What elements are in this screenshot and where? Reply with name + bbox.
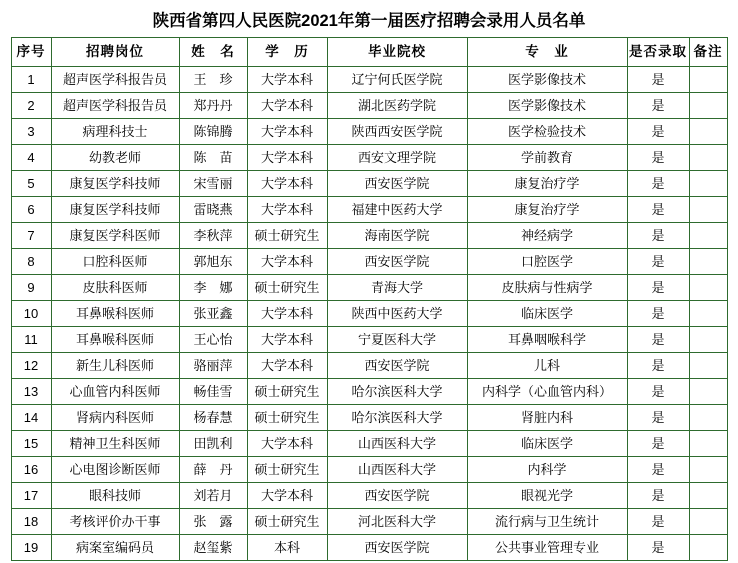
cell-remark	[689, 301, 727, 327]
cell-education: 硕士研究生	[247, 509, 327, 535]
cell-admitted: 是	[627, 379, 689, 405]
cell-education: 硕士研究生	[247, 223, 327, 249]
column-header-major: 专 业	[467, 38, 627, 67]
column-header-admitted: 是否录取	[627, 38, 689, 67]
cell-remark	[689, 457, 727, 483]
cell-school: 西安医学院	[327, 171, 467, 197]
cell-index: 1	[11, 67, 51, 93]
cell-index: 18	[11, 509, 51, 535]
cell-admitted: 是	[627, 67, 689, 93]
table-row	[11, 223, 727, 249]
cell-position: 耳鼻喉科医师	[51, 327, 179, 353]
cell-remark	[689, 93, 727, 119]
table-row	[11, 197, 727, 223]
cell-education: 大学本科	[247, 67, 327, 93]
cell-school: 西安医学院	[327, 249, 467, 275]
column-header-remark: 备注	[689, 38, 727, 67]
table-row	[11, 431, 727, 457]
cell-remark	[689, 353, 727, 379]
cell-remark	[689, 327, 727, 353]
cell-major: 肾脏内科	[467, 405, 627, 431]
cell-position: 康复医学科技师	[51, 197, 179, 223]
cell-admitted: 是	[627, 275, 689, 301]
cell-education: 大学本科	[247, 431, 327, 457]
cell-admitted: 是	[627, 301, 689, 327]
cell-admitted: 是	[627, 431, 689, 457]
table-row	[11, 327, 727, 353]
cell-admitted: 是	[627, 93, 689, 119]
cell-admitted: 是	[627, 171, 689, 197]
cell-remark	[689, 509, 727, 535]
cell-remark	[689, 145, 727, 171]
cell-index: 6	[11, 197, 51, 223]
cell-position: 超声医学科报告员	[51, 93, 179, 119]
cell-position: 皮肤科医师	[51, 275, 179, 301]
cell-school: 青海大学	[327, 275, 467, 301]
table-row	[11, 457, 727, 483]
cell-name: 张 露	[179, 509, 247, 535]
table-row	[11, 249, 727, 275]
cell-index: 2	[11, 93, 51, 119]
cell-major: 医学检验技术	[467, 119, 627, 145]
roster-table	[11, 37, 728, 561]
cell-index: 5	[11, 171, 51, 197]
cell-index: 13	[11, 379, 51, 405]
cell-education: 大学本科	[247, 301, 327, 327]
table-row	[11, 93, 727, 119]
cell-name: 薛 丹	[179, 457, 247, 483]
table-row	[11, 67, 727, 93]
cell-name: 张亚鑫	[179, 301, 247, 327]
cell-school: 河北医科大学	[327, 509, 467, 535]
cell-index: 10	[11, 301, 51, 327]
cell-position: 幼教老师	[51, 145, 179, 171]
table-row	[11, 119, 727, 145]
cell-major: 内科学	[467, 457, 627, 483]
cell-name: 赵玺紫	[179, 535, 247, 561]
cell-major: 医学影像技术	[467, 93, 627, 119]
cell-major: 医学影像技术	[467, 67, 627, 93]
cell-position: 病案室编码员	[51, 535, 179, 561]
cell-remark	[689, 67, 727, 93]
cell-position: 眼科技师	[51, 483, 179, 509]
cell-position: 康复医学科医师	[51, 223, 179, 249]
table-header-row	[11, 38, 727, 67]
cell-name: 李 娜	[179, 275, 247, 301]
column-header-position: 招聘岗位	[51, 38, 179, 67]
cell-education: 大学本科	[247, 171, 327, 197]
cell-name: 陈锦腾	[179, 119, 247, 145]
cell-education: 大学本科	[247, 249, 327, 275]
cell-index: 7	[11, 223, 51, 249]
cell-education: 大学本科	[247, 197, 327, 223]
cell-major: 学前教育	[467, 145, 627, 171]
cell-index: 14	[11, 405, 51, 431]
cell-admitted: 是	[627, 223, 689, 249]
cell-name: 雷晓燕	[179, 197, 247, 223]
cell-major: 儿科	[467, 353, 627, 379]
cell-index: 16	[11, 457, 51, 483]
cell-school: 陕西西安医学院	[327, 119, 467, 145]
cell-admitted: 是	[627, 197, 689, 223]
cell-position: 耳鼻喉科医师	[51, 301, 179, 327]
table-row	[11, 483, 727, 509]
cell-education: 大学本科	[247, 119, 327, 145]
cell-education: 大学本科	[247, 145, 327, 171]
column-header-education: 学 历	[247, 38, 327, 67]
cell-position: 精神卫生科医师	[51, 431, 179, 457]
cell-school: 宁夏医科大学	[327, 327, 467, 353]
cell-index: 12	[11, 353, 51, 379]
cell-school: 哈尔滨医科大学	[327, 405, 467, 431]
cell-index: 11	[11, 327, 51, 353]
cell-education: 大学本科	[247, 93, 327, 119]
cell-school: 陕西中医药大学	[327, 301, 467, 327]
cell-name: 陈 苗	[179, 145, 247, 171]
table-row	[11, 509, 727, 535]
cell-major: 口腔医学	[467, 249, 627, 275]
cell-major: 耳鼻咽喉科学	[467, 327, 627, 353]
cell-education: 大学本科	[247, 327, 327, 353]
cell-major: 康复治疗学	[467, 197, 627, 223]
cell-index: 4	[11, 145, 51, 171]
cell-remark	[689, 197, 727, 223]
table-row	[11, 171, 727, 197]
cell-name: 郭旭东	[179, 249, 247, 275]
cell-admitted: 是	[627, 535, 689, 561]
table-row	[11, 301, 727, 327]
cell-position: 超声医学科报告员	[51, 67, 179, 93]
cell-school: 山西医科大学	[327, 457, 467, 483]
cell-major: 眼视光学	[467, 483, 627, 509]
cell-education: 本科	[247, 535, 327, 561]
table-row	[11, 275, 727, 301]
cell-position: 新生儿科医师	[51, 353, 179, 379]
cell-major: 公共事业管理专业	[467, 535, 627, 561]
cell-school: 海南医学院	[327, 223, 467, 249]
cell-remark	[689, 249, 727, 275]
column-header-name: 姓 名	[179, 38, 247, 67]
cell-remark	[689, 535, 727, 561]
cell-admitted: 是	[627, 353, 689, 379]
cell-admitted: 是	[627, 483, 689, 509]
table-row	[11, 405, 727, 431]
cell-admitted: 是	[627, 327, 689, 353]
cell-name: 郑丹丹	[179, 93, 247, 119]
cell-school: 西安文理学院	[327, 145, 467, 171]
page-title: 陕西省第四人民医院2021年第一届医疗招聘会录用人员名单	[152, 12, 586, 30]
cell-remark	[689, 483, 727, 509]
cell-name: 骆丽萍	[179, 353, 247, 379]
cell-name: 宋雪丽	[179, 171, 247, 197]
cell-school: 山西医科大学	[327, 431, 467, 457]
table-row	[11, 379, 727, 405]
cell-name: 李秋萍	[179, 223, 247, 249]
cell-name: 杨春慧	[179, 405, 247, 431]
column-header-index: 序号	[11, 38, 51, 67]
cell-school: 西安医学院	[327, 535, 467, 561]
cell-major: 康复治疗学	[467, 171, 627, 197]
table-row	[11, 353, 727, 379]
cell-admitted: 是	[627, 119, 689, 145]
cell-remark	[689, 275, 727, 301]
cell-remark	[689, 171, 727, 197]
cell-major: 内科学（心血管内科）	[467, 379, 627, 405]
cell-index: 17	[11, 483, 51, 509]
cell-remark	[689, 223, 727, 249]
cell-name: 田凯利	[179, 431, 247, 457]
cell-education: 大学本科	[247, 353, 327, 379]
cell-position: 病理科技士	[51, 119, 179, 145]
cell-admitted: 是	[627, 509, 689, 535]
cell-name: 王 珍	[179, 67, 247, 93]
cell-name: 刘若月	[179, 483, 247, 509]
cell-remark	[689, 119, 727, 145]
table-row	[11, 535, 727, 561]
cell-index: 8	[11, 249, 51, 275]
cell-school: 西安医学院	[327, 483, 467, 509]
cell-education: 硕士研究生	[247, 275, 327, 301]
cell-major: 皮肤病与性病学	[467, 275, 627, 301]
cell-position: 康复医学科技师	[51, 171, 179, 197]
cell-index: 9	[11, 275, 51, 301]
cell-school: 福建中医药大学	[327, 197, 467, 223]
cell-admitted: 是	[627, 405, 689, 431]
table-row	[11, 145, 727, 171]
cell-position: 考核评价办干事	[51, 509, 179, 535]
cell-remark	[689, 431, 727, 457]
cell-position: 心血管内科医师	[51, 379, 179, 405]
cell-admitted: 是	[627, 457, 689, 483]
table-body	[11, 67, 727, 561]
column-header-school: 毕业院校	[327, 38, 467, 67]
cell-education: 大学本科	[247, 483, 327, 509]
cell-school: 辽宁何氏医学院	[327, 67, 467, 93]
cell-position: 心电图诊断医师	[51, 457, 179, 483]
cell-admitted: 是	[627, 249, 689, 275]
cell-position: 口腔科医师	[51, 249, 179, 275]
cell-remark	[689, 379, 727, 405]
cell-remark	[689, 405, 727, 431]
cell-major: 流行病与卫生统计	[467, 509, 627, 535]
cell-major: 临床医学	[467, 431, 627, 457]
cell-major: 神经病学	[467, 223, 627, 249]
cell-education: 硕士研究生	[247, 405, 327, 431]
cell-admitted: 是	[627, 145, 689, 171]
cell-index: 19	[11, 535, 51, 561]
cell-index: 15	[11, 431, 51, 457]
cell-school: 湖北医药学院	[327, 93, 467, 119]
cell-major: 临床医学	[467, 301, 627, 327]
cell-school: 哈尔滨医科大学	[327, 379, 467, 405]
cell-name: 王心怡	[179, 327, 247, 353]
cell-position: 肾病内科医师	[51, 405, 179, 431]
cell-school: 西安医学院	[327, 353, 467, 379]
cell-index: 3	[11, 119, 51, 145]
cell-name: 畅佳雪	[179, 379, 247, 405]
cell-education: 硕士研究生	[247, 379, 327, 405]
cell-education: 硕士研究生	[247, 457, 327, 483]
